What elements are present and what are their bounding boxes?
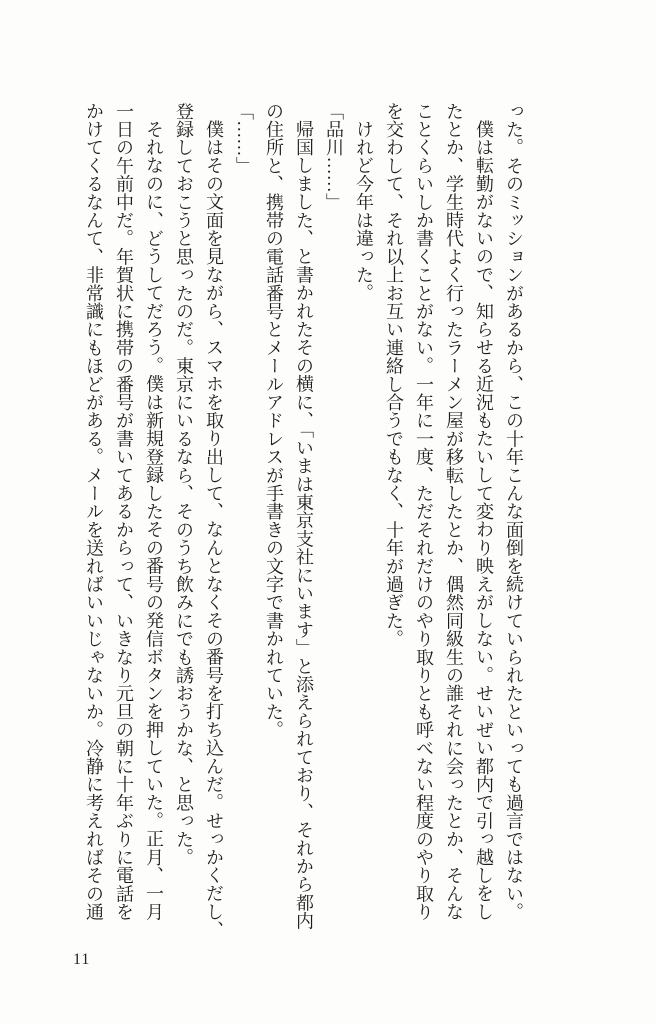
text-column: 一日の午前中だ。年賀状に携帯の番号が書いてあるからって、いきなり元旦の朝に十年ぶりに電話を [114, 102, 134, 921]
text-column-dialogue: 「品川……」 [324, 102, 344, 212]
text-column: たとか、学生時代よく行ったラーメン屋が移転したとか、偶然同級生の誰それに会ったとか、そんな [444, 102, 464, 921]
vertical-text-block [79, 102, 529, 939]
page-number: 11 [73, 951, 91, 968]
text-column: の住所と、携帯の電話番号とメールアドレスが手書きの文字で書かれていた。 [264, 102, 284, 739]
text-column: けれど今年は違った。 [354, 120, 374, 302]
text-column: 帰国しました、と書かれたその横に、「いまは東京支社にいます」と添えられており、それから都内 [294, 120, 314, 930]
text-column: 僕はその文面を見ながら、スマホを取り出して、なんとなくその番号を打ち込んだ。せっかくだし、 [204, 120, 224, 939]
text-column-dialogue: 「……」 [234, 102, 254, 175]
text-column: った。そのミッションがあるから、この十年こんな面倒を続けていられたといっても過言ではない。 [504, 102, 524, 921]
text-column: 登録しておこうと思ったのだ。東京にいるなら、そのうち飲みにでも誘おうかな、と思った。 [174, 102, 194, 867]
text-column: を交わして、それ以上お互い連絡し合うでもなく、十年が過ぎた。 [384, 102, 404, 648]
text-column: かけてくるなんて、非常識にもほどがある。メールを送ればいいじゃないか。冷静に考えればその通 [84, 102, 104, 921]
text-column: 僕は転勤がないので、知らせる近況もたいして変わり映えがしない。せいぜい都内で引っ越しをし [474, 120, 494, 921]
text-column: ことくらいしか書くことがない。一年に一度、ただそれだけのやり取りとも呼べない程度のやり取り [414, 102, 434, 921]
text-column: それなのに、どうしてだろう。僕は新規登録したその番号の発信ボタンを押していた。正月、一月 [144, 120, 164, 921]
